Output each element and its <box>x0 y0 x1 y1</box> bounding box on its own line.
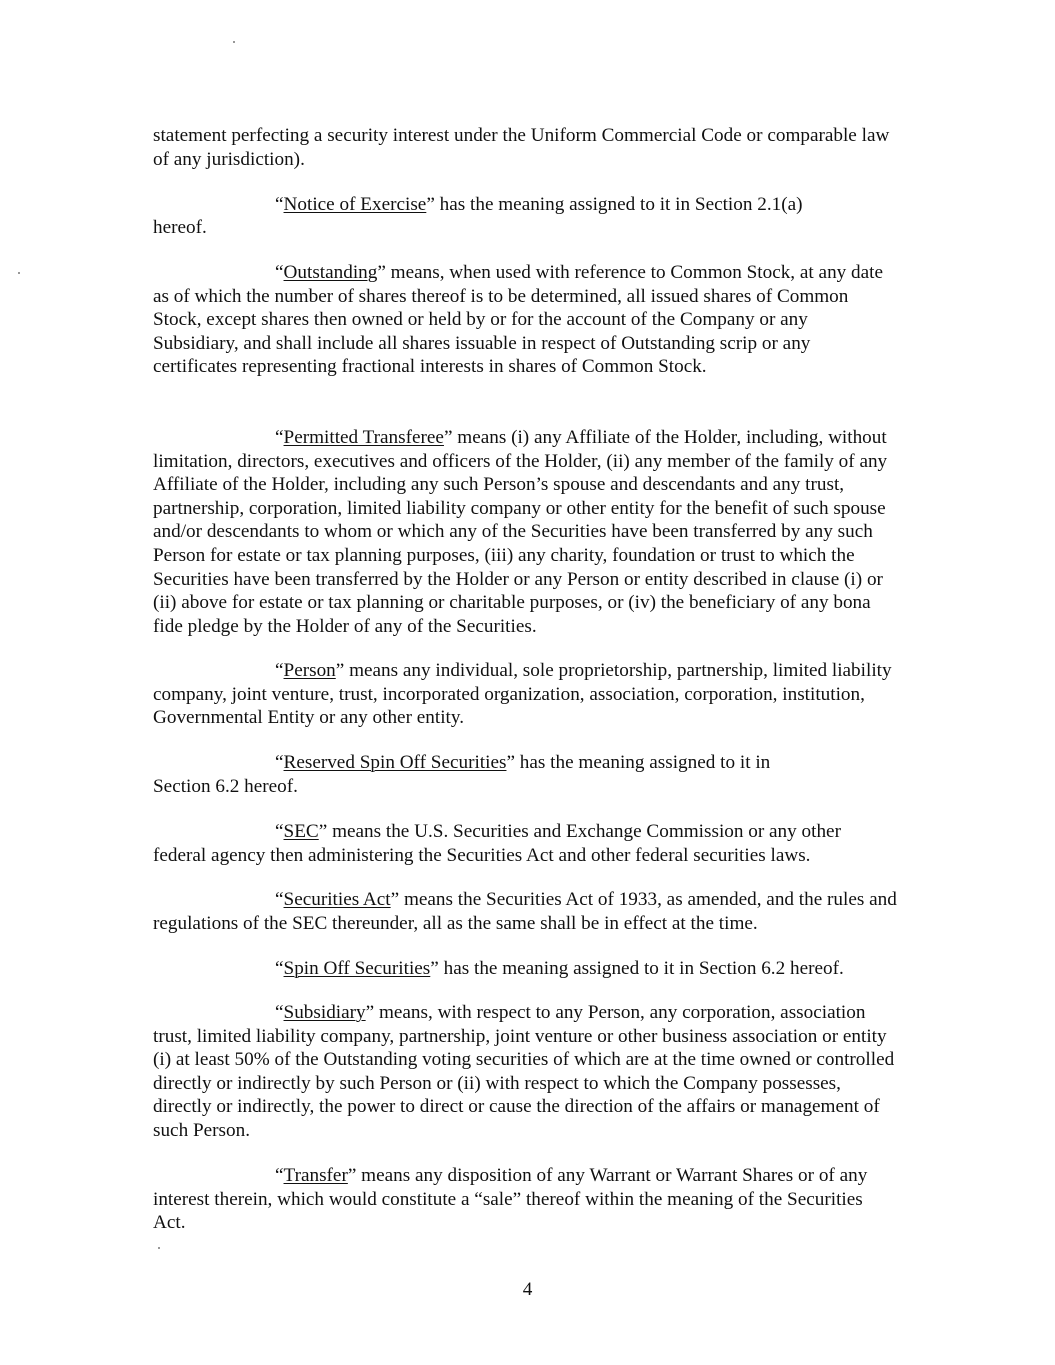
definition-body: means (i) any Affiliate of the Holder, including, without limitation, directors, executives and officers of the Holder, (ii) any member of the family of any Affiliate of the Holder, including any such Person’s spouse and descendants and any trust, partnership, corporation, limited liability company or other entity for the benefit of such spouse and/or descendants to whom or which any of the Securities have been transferred by any such Person for estate or tax planning purposes, (iii) any charity, foundation or trust to which the Securities have been transferred by the Holder or any Person or entity described in clause (i) or (ii) above for estate or tax planning or charitable purposes, or (iv) the beneficiary of any bona fide pledge by the Holder of any of the Securities. <box>153 427 888 637</box>
close-quote: ” <box>443 427 453 448</box>
close-quote: ” <box>430 958 439 979</box>
definition-notice-of-exercise <box>153 193 898 217</box>
open-quote: “ <box>275 889 284 910</box>
definition-sec <box>153 820 898 867</box>
definition-body: means, with respect to any Person, any corporation, association trust, limited liability company, partnership, joint venture or other business association or entity (i) at least 50% of the Outstanding voting securities of which are at the time owned or controlled directly or indirectly by such Person or (ii) with respect to which the Company possesses, directly or indirectly, the power to direct or cause the direction of the affairs or management of such Person. <box>153 1002 895 1141</box>
close-quote: ” <box>335 660 345 681</box>
scan-speck <box>18 272 20 274</box>
definition-body: means, when used with reference to Common Stock, at any date as of which the number of shares thereof is to be determined, all issued shares of Common Stock, except shares then owned or held by or for the account of the Company or any Subsidiary, and shall include all shares issuable in respect of Outstanding scrip or any certificates representing fractional interests in shares of Common Stock. <box>153 262 884 378</box>
definition-body: has the meaning assigned to it in Section 6.2 hereof. <box>438 958 844 979</box>
opening-text: statement perfecting a security interest under the Uniform Commercial Code or comparable law of any jurisdiction). <box>153 125 890 170</box>
definition-body: means any individual, sole proprietorship, partnership, limited liability company, joint venture, trust, incorporated organization, association, corporation, institution, Governmental Entity or any other entity. <box>153 660 892 729</box>
defined-term: Transfer <box>283 1165 348 1186</box>
definition-continuation: hereof. <box>153 217 207 238</box>
open-quote: “ <box>275 660 284 681</box>
open-quote: “ <box>275 821 284 842</box>
open-quote: “ <box>275 958 284 979</box>
open-quote: “ <box>275 194 284 215</box>
definition-spin-off-securities <box>153 957 898 981</box>
definition-body: means any disposition of any Warrant or Warrant Shares or of any interest therein, which would constitute a “sale” thereof within the meaning of the Securities Act. <box>153 1165 868 1234</box>
definition-body: has the meaning assigned to it in Section 6.2 hereof. <box>153 752 771 797</box>
defined-term: Person <box>283 660 336 681</box>
definition-body: means the U.S. Securities and Exchange Commission or any other federal agency then administering the Securities Act and other federal securities laws. <box>153 821 841 866</box>
defined-term: Spin Off Securities <box>283 958 431 979</box>
definition-body: means the Securities Act of 1933, as amended, and the rules and regulations of the SEC thereunder, all as the same shall be in effect at the time. <box>153 889 897 934</box>
open-quote: “ <box>275 1002 284 1023</box>
scan-speck <box>158 1247 160 1249</box>
defined-term: Permitted Transferee <box>283 427 444 448</box>
close-quote: ” <box>506 752 515 773</box>
open-quote: “ <box>275 427 284 448</box>
page-number: 4 <box>522 1279 533 1300</box>
definition-reserved-spin-off-securities <box>153 751 813 798</box>
defined-term: SEC <box>283 821 319 842</box>
definition-permitted-transferee <box>153 426 898 638</box>
close-quote: ” <box>377 262 386 283</box>
defined-term: Outstanding <box>283 262 378 283</box>
close-quote: ” <box>347 1165 357 1186</box>
open-quote: “ <box>275 752 284 773</box>
definition-person <box>153 659 898 730</box>
definition-outstanding <box>153 261 898 379</box>
defined-term: Reserved Spin Off Securities <box>283 752 507 773</box>
definition-transfer <box>153 1164 898 1235</box>
open-quote: “ <box>275 262 284 283</box>
definition-body: has the meaning assigned to it in Section 2.1(a) <box>434 194 803 215</box>
close-quote: ” <box>390 889 400 910</box>
definition-subsidiary <box>153 1001 898 1143</box>
scan-speck <box>233 41 235 43</box>
close-quote: ” <box>426 194 435 215</box>
defined-term: Notice of Exercise <box>283 194 427 215</box>
open-quote: “ <box>275 1165 284 1186</box>
defined-term: Subsidiary <box>283 1002 366 1023</box>
defined-term: Securities Act <box>283 889 391 910</box>
opening-paragraph <box>153 124 898 171</box>
definition-securities-act <box>153 888 898 935</box>
close-quote: ” <box>365 1002 375 1023</box>
close-quote: ” <box>318 821 328 842</box>
